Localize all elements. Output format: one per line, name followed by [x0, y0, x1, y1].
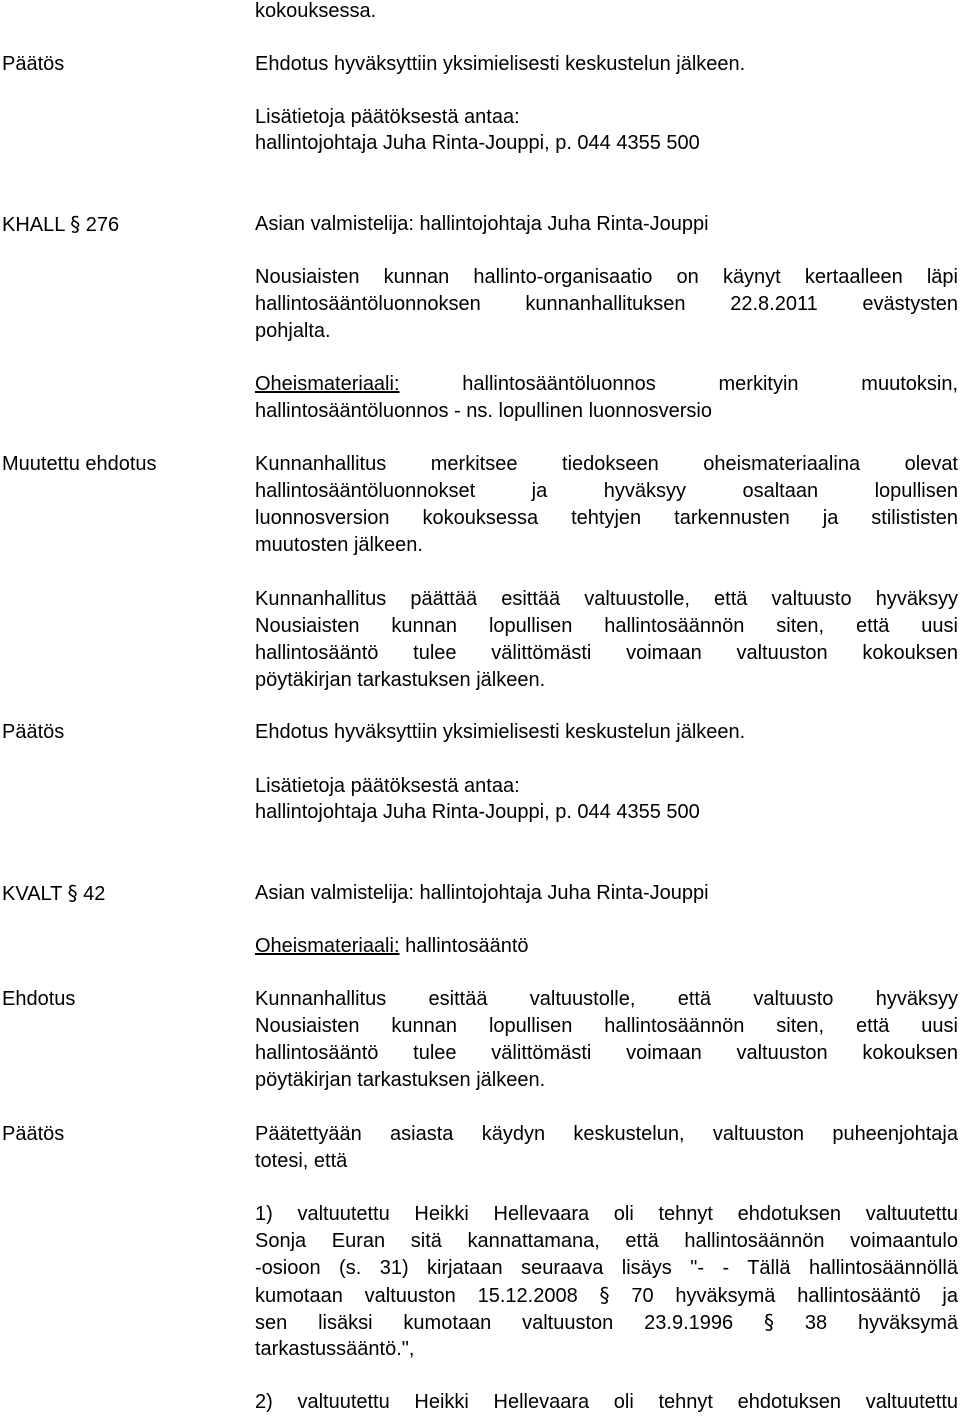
paatos-label: Päätös: [2, 721, 65, 743]
text-line: Kunnanhallitus merkitsee tiedokseen oheismateriaalina olevat: [255, 453, 958, 475]
text-line: hallintojohtaja Juha Rinta-Jouppi, p. 044 4355 500: [255, 132, 700, 154]
text-line: hallintosääntöluonnoksen kunnanhallituksen 22.8.2011 evästysten: [255, 293, 958, 315]
text-line: [255, 933, 529, 960]
text-line: Nousiaisten kunnan hallinto-organisaatio on käynyt kertaalleen läpi: [255, 266, 958, 288]
text-line: Lisätietoja päätöksestä antaa:: [255, 775, 520, 797]
attachment-text: hallintosääntö: [405, 935, 529, 957]
text-line: Ehdotus hyväksyttiin yksimielisesti keskustelun jälkeen.: [255, 53, 746, 75]
text-line: luonnosversion kokouksessa tehtyjen tarkennusten ja stilististen: [255, 507, 958, 529]
text-line: [255, 371, 958, 398]
paragraph-sign: §: [599, 1283, 610, 1307]
text-line: [255, 1309, 958, 1337]
text-line: 2) valtuutettu Heikki Hellevaara oli tehnyt ehdotuksen valtuutettu: [255, 1391, 958, 1413]
text-line: totesi, että: [255, 1150, 348, 1172]
paragraph-sign: §: [70, 212, 81, 236]
text-line: 1) valtuutettu Heikki Hellevaara oli tehnyt ehdotuksen valtuutettu: [255, 1203, 958, 1225]
paatos-label: Päätös: [2, 53, 65, 75]
text-line: hallintosääntö tulee välittömästi voimaan valtuuston kokouksen: [255, 1042, 958, 1064]
text-segment: 70 hyväksymä hallintosääntö ja: [631, 1285, 958, 1307]
paragraph-sign: §: [67, 881, 78, 905]
text-line: hallintosääntöluonnos - ns. lopullinen luonnosversio: [255, 400, 712, 422]
text-line: Lisätietoja päätöksestä antaa:: [255, 106, 520, 128]
section-number: 276: [85, 214, 120, 236]
text-line: Sonja Euran sitä kannattamana, että hallintosäännön voimaantulo: [255, 1230, 958, 1252]
text-line: [255, 1282, 958, 1310]
section-id-kvalt: [2, 880, 105, 908]
text-line: muutosten jälkeen.: [255, 534, 423, 556]
section-label: KHALL: [2, 214, 65, 236]
text-line: pöytäkirjan tarkastuksen jälkeen.: [255, 669, 546, 691]
text-line: pöytäkirjan tarkastuksen jälkeen.: [255, 1069, 546, 1091]
text-line: Kunnanhallitus päättää esittää valtuustolle, että valtuusto hyväksyy: [255, 588, 958, 610]
text-line: Asian valmistelija: hallintojohtaja Juha Rinta-Jouppi: [255, 213, 709, 235]
attachment-label: Oheismateriaali:: [255, 935, 400, 957]
section-number: 42: [83, 883, 106, 905]
section-id-khall: [2, 211, 119, 239]
text-line: Kunnanhallitus esittää valtuustolle, että valtuusto hyväksyy: [255, 988, 958, 1010]
text-line: hallintosääntö tulee välittömästi voimaan valtuuston kokouksen: [255, 642, 958, 664]
text-line: Nousiaisten kunnan lopullisen hallintosäännön siten, että uusi: [255, 615, 958, 637]
text-line: Päätettyään asiasta käydyn keskustelun, valtuuston puheenjohtaja: [255, 1123, 958, 1145]
text-line: tarkastussääntö.",: [255, 1338, 415, 1360]
attachment-label: Oheismateriaali:: [255, 373, 400, 395]
paatos-label: Päätös: [2, 1123, 65, 1145]
text-line: kokouksessa.: [255, 0, 377, 22]
section-label: KVALT: [2, 883, 63, 905]
ehdotus-label: Ehdotus: [2, 988, 76, 1010]
paragraph-sign: §: [764, 1310, 774, 1334]
text-line: hallintojohtaja Juha Rinta-Jouppi, p. 044 4355 500: [255, 801, 700, 823]
text-line: Nousiaisten kunnan lopullisen hallintosäännön siten, että uusi: [255, 1015, 958, 1037]
text-line: hallintosääntöluonnokset ja hyväksyy osaltaan lopullisen: [255, 480, 958, 502]
text-line: -osioon (s. 31) kirjataan seuraava lisäys "- - Tällä hallintosäännöllä: [255, 1257, 958, 1279]
attachment-text: hallintosääntöluonnos merkityin muutoksin,: [462, 373, 958, 395]
text-line: Asian valmistelija: hallintojohtaja Juha Rinta-Jouppi: [255, 882, 709, 904]
text-segment: sen lisäksi kumotaan valtuuston 23.9.1996: [255, 1312, 734, 1334]
text-segment: kumotaan valtuuston 15.12.2008: [255, 1285, 578, 1307]
text-segment: 38 hyväksymä: [804, 1312, 959, 1334]
text-line: pohjalta.: [255, 320, 331, 342]
text-line: Ehdotus hyväksyttiin yksimielisesti keskustelun jälkeen.: [255, 721, 746, 743]
muutettu-ehdotus-label: Muutettu ehdotus: [2, 453, 157, 475]
